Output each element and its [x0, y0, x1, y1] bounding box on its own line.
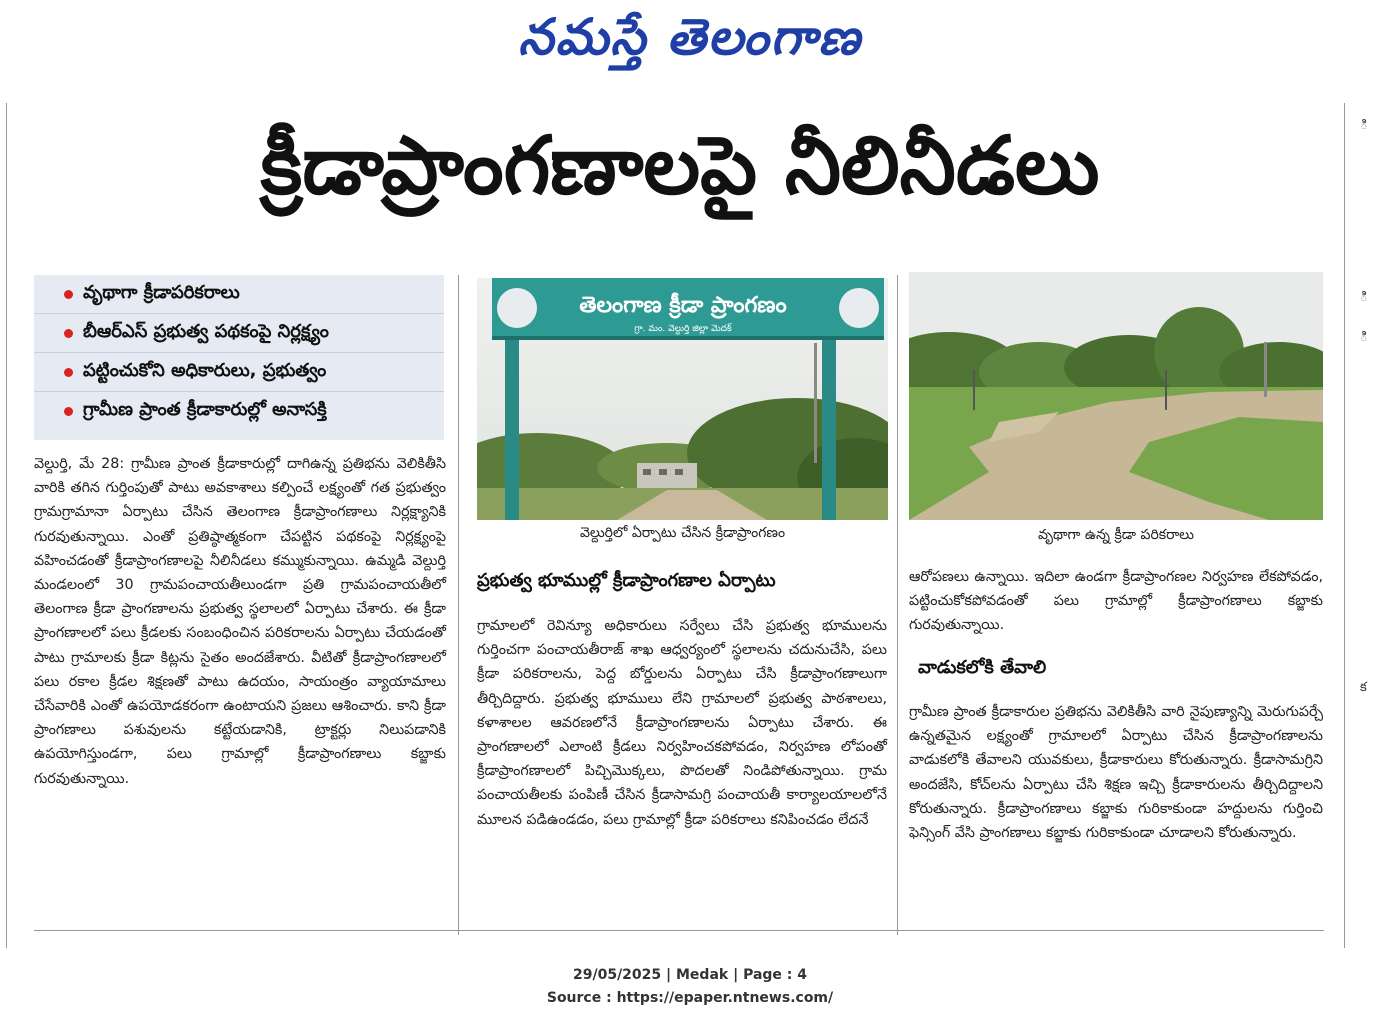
bullet-dot-icon: [64, 368, 73, 377]
bullet-dot-icon: [64, 329, 73, 338]
article-paragraph: గ్రామీణ ప్రాంత క్రీడాకారుల ప్రతిభను వెలికితీసి వారి నైపుణ్యాన్ని మెరుగుపర్చే ఉన్నతమైన లక్ష్యంతో గ్రామాలలో ఏర్పాటు చేసిన క్రీడాప్రాంగణాలను వాడుకలోకి తేవాలని యువకులు, క్రీడాకారులు కోరుతున్నారు. క్రీడాసామగ్రిని అందజేసి, కోచ్‌లను ఏర్పాటు చేసి శిక్షణ ఇచ్చి క్రీడాకారులను తీర్చిదిద్దాలని కోరుతున్నారు. క్రీడాప్రాంగణాలు కబ్జాకు గురికాకుండా హద్దులను గుర్తించి ఫెన్సింగ్ వేసి ప్రాంగణాలు కబ్జాకు గురికాకుండా చూడాలని కోరుతున్నారు.: [909, 704, 1323, 842]
arch-sign-text: తెలంగాణ క్రీడా ప్రాంగణం: [579, 293, 787, 318]
adjacent-column-fragment: ి: [1360, 118, 1368, 133]
adjacent-column-fragment: క: [1360, 680, 1367, 695]
bottom-rule: [34, 930, 1324, 931]
photo-sports-field: [909, 272, 1323, 520]
highlight-item: గ్రామీణ ప్రాంత క్రీడాకారుల్లో అనాసక్తి: [34, 392, 444, 430]
left-border: [6, 103, 7, 948]
bullet-dot-icon: [64, 407, 73, 416]
adjacent-column-fragment: ి: [1360, 330, 1368, 345]
subheading: ప్రభుత్వ భూముల్లో క్రీడాప్రాంగణాల ఏర్పాటు: [477, 570, 776, 591]
photo-caption: వెల్దుర్తిలో ఏర్పాటు చేసిన క్రీడాప్రాంగణం: [579, 525, 786, 541]
highlight-item: పట్టించుకోని అధికారులు, ప్రభుత్వం: [34, 353, 444, 392]
column-divider: [897, 275, 898, 935]
photo-caption: వృథాగా ఉన్న క్రీడా పరికరాలు: [1038, 527, 1194, 543]
adjacent-column-fragment: ి: [1360, 290, 1368, 305]
article-paragraph: ఆరోపణలు ఉన్నాయి. ఇదిలా ఉండగా క్రీడాప్రాంగణల నిర్వహణ లేకపోవడం, పట్టించుకోకపోవడంతో పలు గ్రామాల్లో క్రీడాప్రాంగణాలు కబ్జాకు గురవుతున్నాయి.: [909, 569, 1323, 634]
column-divider: [458, 275, 459, 935]
article-column-1: [34, 452, 446, 922]
footer-source-link[interactable]: Source : https://epaper.ntnews.com/: [546, 990, 834, 1006]
subheading: వాడుకలోకి తేవాలి: [918, 657, 1047, 678]
highlight-item: బీఆర్ఎస్ ప్రభుత్వ పథకంపై నిర్లక్ష్యం: [34, 314, 444, 353]
highlight-item: వృథాగా క్రీడాపరికరాలు: [34, 275, 444, 314]
masthead-logo: నమస్తే తెలంగాణ: [518, 8, 862, 66]
headline: క్రీడాప్రాంగణాలపై నీలినీడలు: [260, 119, 1100, 212]
article-column-2: [477, 614, 887, 919]
article-paragraph: వెల్దుర్తి, మే 28: గ్రామీణ ప్రాంత క్రీడాకారుల్లో దాగిఉన్న ప్రతిభను వెలికితీసి వారికి తగిన గుర్తింపుతో పాటు అవకాశాలు కల్పించే లక్ష్యంతో గత ప్రభుత్వం గ్రామగ్రామానా ఏర్పాటు చేసిన తెలంగాణ క్రీడాప్రాంగణాలు నిర్లక్ష్యానికి గురవుతున్నాయి. ఎంతో ప్రతిష్ఠాత్మకంగా చేపట్టిన పథకంపై నిర్లక్ష్యంపై వహించడంతో క్రీడాప్రాంగణాలపై నీలినీడలు కమ్ముకున్నాయి. ఉమ్మడి వెల్దుర్తి మండలంలో 30 గ్రామపంచాయతీలుండగా ప్రతి గ్రామపంచాయతీలో తెలంగాణ క్రీడా ప్రాంగణాలను ప్రభుత్వ స్థలాలలో ఏర్పాటు చేశారు. ఈ క్రీడా ప్రాంగణాలలో పలు క్రీడలకు సంబంధించిన పరికరాలను ఏర్పాటు చేయడంతో పాటు గ్రామాలకు క్రీడా కిట్లను సైతం అందజేశారు. వీటితో క్రీడాప్రాంగణాలలో పలు రకాల క్రీడల శిక్షణతో పాటు ఉదయం, సాయంత్రం వ్యాయామాలు చేసేవారికి ఎంతో ఉపయోడకరంగా ఉంటాయని ప్రజలు ఆశించారు. కాని క్రీడా ప్రాంగణాలు పశువులను కట్టేయడానికి, ట్రాక్టర్లు నిలుపడానికి ఉపయోగిస్తుండగా, పలు గ్రామాల్లో క్రీడాప్రాంగణాలు కబ్జాకు గురవుతున్నాయి.: [34, 456, 446, 787]
photo-sports-ground-gate: [477, 278, 888, 520]
arch-sign-subtext: గ్రా. మం. వెల్దుర్తి జిల్లా మెదక్: [634, 324, 732, 334]
bullet-dot-icon: [64, 290, 73, 299]
footer-date-page: 29/05/2025 | Medak | Page : 4: [572, 967, 808, 983]
article-column-3b: [909, 700, 1323, 922]
highlights-box: [34, 275, 444, 440]
article-column-3a: [909, 565, 1323, 645]
right-border: [1344, 103, 1345, 948]
article-paragraph: గ్రామాలలో రెవిన్యూ అధికారులు సర్వేలు చేసి ప్రభుత్వ భూములను గుర్తించగా పంచాయతీరాజ్ శాఖ ఆధ్వర్యంలో స్థలాలను చదునుచేసి, పలు క్రీడా పరికరాలను, పెద్ద బోర్డులను ఏర్పాటు చేసి క్రీడాప్రాంగణాలుగా తీర్చిదిద్దారు. ప్రభుత్వ భూములు లేని గ్రామాలలో ప్రభుత్వ పాఠశాలలు, కళాశాలల ఆవరణలోనే క్రీడాప్రాంగణాలను ఏర్పాటు చేశారు. ఈ ప్రాంగణాలలో ఎలాంటి క్రీడలు నిర్వహించకపోవడం, నిర్వహణ లోపంతో క్రీడాప్రాంగణాలలో పిచ్చిమొక్కలు, పొదలతో నిండిపోతున్నాయి. గ్రామ పంచాయతీలకు పంపిణీ చేసిన క్రీడాసామగ్రి పంచాయతీ కార్యాలయాలలోనే మూలన పడిఉండడం, పలు గ్రామాల్లో క్రీడా పరికరాలు కనిపించడం లేదనే: [477, 618, 887, 828]
